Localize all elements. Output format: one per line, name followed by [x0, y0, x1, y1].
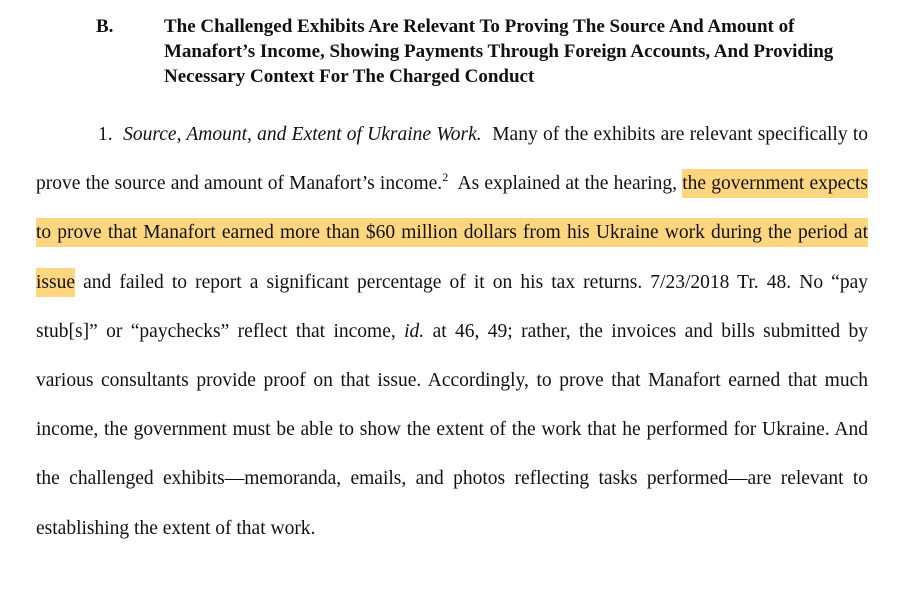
paragraph-text-3: and failed to report a significant percentage of it on his tax returns. 7/23/2018 Tr. 48. No “pay stub[s]” or “paychecks” reflect that income, [36, 271, 868, 342]
paragraph-text-2: As explained at the hearing, [457, 173, 677, 195]
highlighted-text: the government expects to prove that Manafort earned more than $60 million dollars from his Ukraine work during the period at issue [36, 169, 868, 296]
paragraph-text-1: Many of the exhibits are relevant specifically to prove the source and amount of Manafort’s income. [36, 124, 868, 195]
footnote-marker[interactable]: 2 [442, 170, 449, 185]
section-heading [96, 14, 876, 89]
paragraph-number: 1. [98, 124, 113, 145]
paragraph-text-4: at 46, 49; rather, the invoices and bills submitted by various consultants provide proof on that issue. Accordingly, to prove that Manafort earned that much income, the government must be able to show the extent of the work that he performed for Ukraine. And the challenged exhibits—memoranda, emails, and photos reflecting tasks performed—are relevant to establishing the extent of that work. [36, 320, 868, 539]
body-paragraph [36, 110, 868, 553]
id-citation: id. [404, 320, 425, 342]
section-letter: B. [96, 16, 114, 37]
paragraph-title: Source, Amount, and Extent of Ukraine Work. [123, 124, 482, 145]
section-title: The Challenged Exhibits Are Relevant To Proving The Source And Amount of Manafort’s Income, Showing Payments Through Foreign Accounts, And Providing Necessary Context For The Charged Conduct [164, 16, 834, 87]
